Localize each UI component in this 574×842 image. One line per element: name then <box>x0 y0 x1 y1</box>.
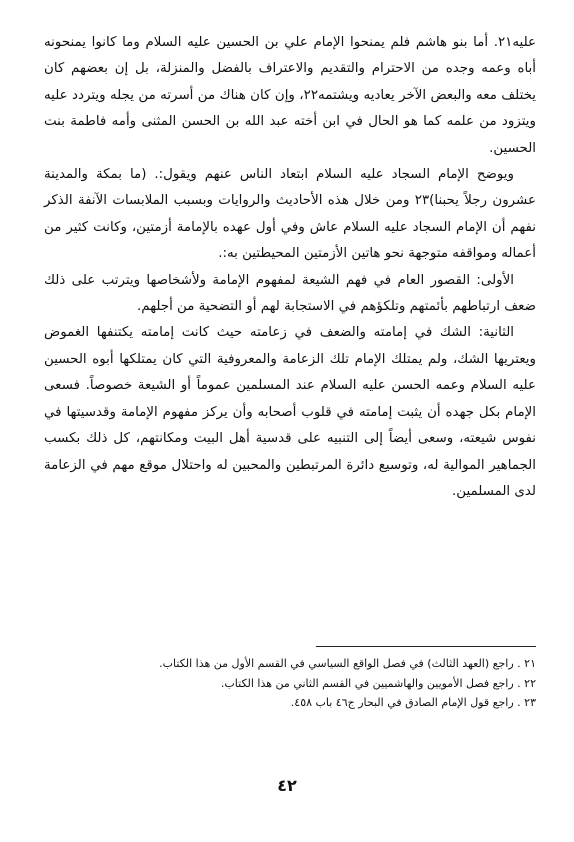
paragraph-1: عليه٢١. أما بنو هاشم فلم يمنحوا الإمام علي بن الحسين عليه السلام وما كانوا يمنحونه أباه وعمه وجده من الاحترام والتقديم والاعتراف بالفضل والمنزلة، بل إن بعضهم كان يختلف معه والبعض الآخر يعاديه ويشتمه٢٢، وإن كان هناك من أسرته من يجله ويتردد عليه ويتزود من علمه كما هو الحال في ابن أخته عبد الله بن الحسن المثنى وأمه فاطمة بنت الحسين. <box>44 35 536 156</box>
footnotes <box>44 654 536 713</box>
footnote-21: ٢١ . راجع (العهد الثالث) في فصل الواقع السياسي في القسم الأول من هذا الكتاب. <box>159 657 536 670</box>
footnote-divider <box>316 646 536 647</box>
footnote-23: ٢٣ . راجع قول الإمام الصادق في البحار ج٤٦ باب ٤٥٨. <box>290 696 536 709</box>
footnote-22: ٢٢ . راجع فصل الأمويين والهاشميين في القسم الثاني من هذا الكتاب. <box>220 676 536 690</box>
main-text <box>44 30 536 505</box>
paragraph-3: الأولى: القصور العام في فهم الشيعة لمفهوم الإمامة ولأشخاصها ويترتب على ذلك ضعف ارتباطهم بأئمتهم وتلكؤهم في الاستجابة لهم أو التضحية من أجلهم. <box>44 272 536 315</box>
page-number: ٤٢ <box>277 776 297 795</box>
paragraph-2: ويوضح الإمام السجاد عليه السلام ابتعاد الناس عنهم ويقول:. (ما بمكة والمدينة عشرون رجلاً يحبنا)٢٣ ومن خلال هذه الأحاديث والروايات وبسبب الملابسات الآنفة الذكر نفهم أن الإمام السجاد عليه السلام عاش وفي أول عهده بالإمامة أزمتين، وكانت كثير من أعماله ومواقفه متوجهة نحو هاتين الأزمتين المحيطتين به:. <box>44 167 536 262</box>
paragraph-4: الثانية: الشك في إمامته والضعف في زعامته حيث كانت إمامته يكتنفها الغموض ويعتريها الشك، ولم يمتلك الإمام تلك الزعامة والمعروفية التي كان يمتلكها أبوه الحسين عليه السلام وعمه الحسن عليه السلام عند المسلمين عموماً أو الشيعة خصوصاً. فسعى الإمام بكل جهده أن يثبت إمامته في قلوب أصحابه وأن يركز مفهوم الإمامة وقدسيتها في نفوس شيعته، وسعى أيضاً إلى التنبيه على قدسية أهل البيت ومكانتهم، كل ذلك بكسب الجماهير الموالية له، وتوسيع دائرة المرتبطين والمحبين له واحتلال موقع مهم في الزعامة لدى المسلمين. <box>44 325 536 499</box>
